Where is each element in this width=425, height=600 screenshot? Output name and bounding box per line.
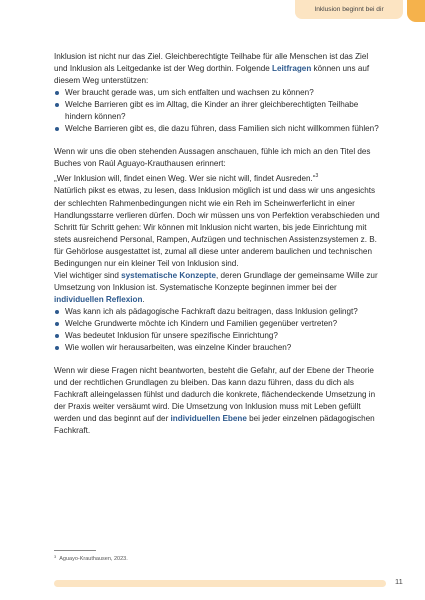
footnote-text: Aguayo-Krauthausen, 2023. — [59, 556, 128, 562]
page-body — [54, 51, 380, 437]
list-item — [54, 87, 380, 99]
list-item-text: Welche Barrieren gibt es im Alltag, die Kinder an ihrer gleichberechtigten Teilhabe hindern können? — [65, 100, 359, 122]
footnote-ref: 3 — [315, 173, 319, 180]
list-item — [54, 330, 380, 342]
list-item-text: Welche Grundwerte möchte ich Kindern und Familien gegenüber vertreten? — [65, 318, 338, 328]
footnote-divider — [54, 550, 96, 551]
text: können uns auf diesem Weg unterstützen: — [54, 64, 370, 86]
bullet-icon — [55, 310, 59, 314]
text: . — [142, 294, 145, 304]
bullet-icon — [55, 103, 59, 107]
highlight-systematische-konzepte: systematische Konzepte — [121, 270, 216, 280]
bullet-icon — [55, 322, 59, 326]
list-item — [54, 99, 380, 123]
bullet-icon — [55, 346, 59, 350]
header-accent-bar — [407, 0, 425, 22]
list-item-text: Wer braucht gerade was, um sich entfalten und wachsen zu können? — [65, 88, 314, 98]
paragraph-intro — [54, 51, 380, 87]
list-item — [54, 123, 380, 135]
list-item-text: Wie wollen wir herausarbeiten, was einzelne Kinder brauchen? — [65, 343, 292, 353]
list-item-text: Was bedeutet Inklusion für unsere spezifische Einrichtung? — [65, 331, 278, 341]
paragraph-concepts — [54, 270, 380, 306]
page-number: 11 — [395, 577, 403, 586]
footer-bar — [54, 580, 386, 587]
footnote-number: 3 — [54, 554, 57, 559]
text: Wenn wir diese Fragen nicht beantworten, besteht die Gefahr, auf der Ebene der Theorie und der rechtlichen Grundlagen zu bleiben. Das kann dazu führen, dass du dich als Fachkraft alleingelassen fühlst und dadurch die konkrete, flächendeckende Umsetzung in der Praxis weiter versäumt wird. Die Umsetzung von Inklusion muss mit Leben gefüllt werden und das beginnt auf der — [54, 366, 376, 424]
reflection-questions-list — [54, 306, 380, 354]
footnote — [54, 554, 128, 562]
highlight-individuelle-reflexion: individuellen Reflexion — [54, 294, 143, 304]
text: Natürlich pikst es etwas, zu lesen, dass Inklusion möglich ist und dass wir uns angesichts der schlechten Rahmenbedingungen nicht wie ein Reh im Scheinwerferlicht in einer Handlungsstarre verlieren dürfen. Doch wir müssen uns von Perfektion verabschieden und Schritt für Schritt gehen: Wir können mit Inklusion nicht warten, bis jede Einrichtung mit stets ausreichend Personal, Rampen, Aufzügen und technischen Assistenzsystemen z. B. für Gehörlose ausgestattet ist, zumal all diese unter anderem baulichen und technischen Bedingungen nur ein kleiner Teil von Inklusion sind. — [54, 186, 380, 268]
list-item-text: Welche Barrieren gibt es, die dazu führen, dass Familien sich nicht willkommen fühlen? — [65, 124, 379, 134]
quote — [54, 170, 380, 185]
list-item — [54, 342, 380, 354]
text: bei jeder einzelnen pädagogischen Fachkraft. — [54, 414, 375, 436]
text: Inklusion ist nicht nur das Ziel. Gleichberechtigte Teilhabe für alle Menschen ist das Ziel und Inklusion als Leitgedanke ist der Weg dorthin. Folgende — [54, 52, 369, 74]
paragraph-perfection — [54, 185, 380, 269]
bullet-icon — [55, 334, 59, 338]
text: , deren Grundlage der gemeinsame Wille zur Umsetzung von Inklusion ist. Systematische Konzepte beginnen immer bei der — [54, 270, 378, 292]
highlight-leitfragen: Leitfragen — [272, 64, 312, 74]
quote-text: „Wer Inklusion will, findet einen Weg. Wer sie nicht will, findet Ausreden.“ — [54, 174, 316, 184]
paragraph-conclusion — [54, 365, 380, 437]
bullet-icon — [55, 91, 59, 95]
list-item-text: Was kann ich als pädagogische Fachkraft dazu beitragen, dass Inklusion gelingt? — [65, 306, 358, 316]
paragraph-quote-intro — [54, 146, 380, 170]
list-item — [54, 318, 380, 330]
text: Wenn wir uns die oben stehenden Aussagen anschauen, fühle ich mich an den Titel des Buches von Raúl Aguayo-Krauthausen erinnert: — [54, 147, 371, 169]
highlight-individuelle-ebene: individuellen Ebene — [170, 414, 247, 424]
list-item — [54, 306, 380, 318]
text: Viel wichtiger sind — [54, 270, 122, 280]
section-header-tab — [295, 0, 403, 19]
bullet-icon — [55, 127, 59, 131]
section-title: Inklusion beginnt bei dir — [314, 6, 384, 13]
guiding-questions-list — [54, 87, 380, 135]
